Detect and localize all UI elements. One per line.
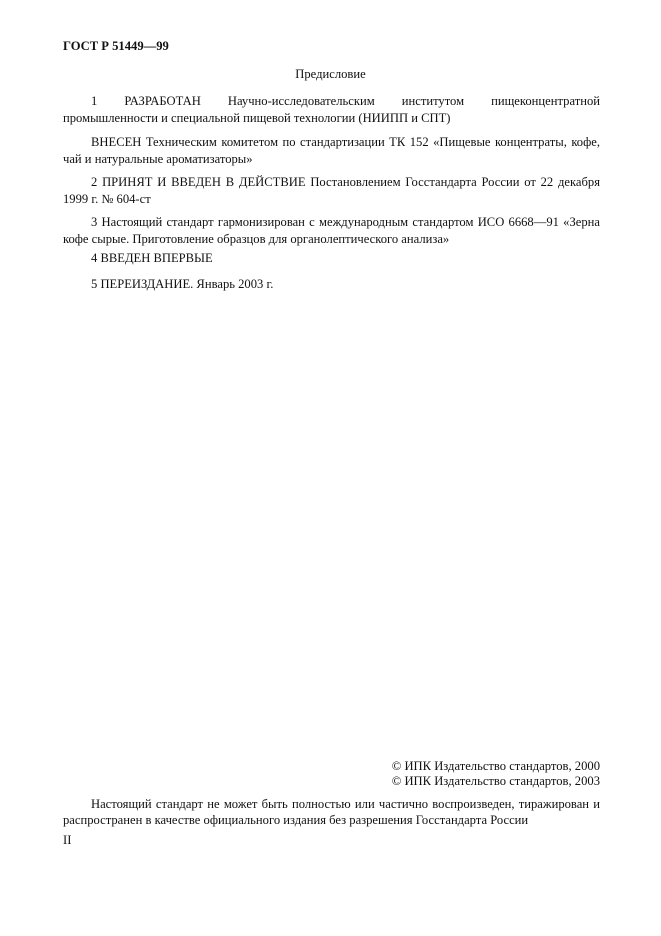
paragraph-first-introduced: [63, 250, 600, 267]
page-number: II: [63, 833, 72, 847]
section-title: Предисловие: [295, 67, 366, 81]
paragraph-adopted: [63, 174, 600, 208]
paragraph-harmonized: [63, 214, 600, 248]
paragraph-text: Техническим комитетом по стандартизации ТК 152 «Пищевые концентраты, кофе, чай и натуральные ароматизаторы»: [63, 135, 600, 166]
copyright-block: [392, 759, 600, 788]
paragraph-lead: 1 РАЗРАБОТАН: [91, 94, 201, 108]
paragraph-text: Настоящий стандарт гармонизирован с международным стандартом ИСО 6668—91 «Зерна кофе сырые. Приготовление образцов для органолептического анализа»: [63, 215, 600, 246]
copyright-line: © ИПК Издательство стандартов, 2003: [391, 773, 600, 788]
paragraph-lead: 4 ВВЕДЕН ВПЕРВЫЕ: [91, 251, 213, 265]
paragraph-lead: ВНЕСЕН: [91, 135, 142, 149]
copyright-line: © ИПК Издательство стандартов, 2000: [391, 759, 600, 773]
reproduction-notice: [63, 796, 600, 828]
paragraph-lead: 2 ПРИНЯТ И ВВЕДЕН В ДЕЙСТВИЕ: [91, 175, 306, 189]
paragraph-reissue: [63, 276, 600, 293]
paragraph-lead: 3: [91, 215, 98, 229]
paragraph-introduced-by: [63, 134, 600, 168]
paragraph-text: Постановлением Госстандарта России от 22 декабря 1999 г. № 604-ст: [63, 175, 600, 206]
paragraph-text: Январь 2003 г.: [193, 277, 274, 291]
paragraph-text: Научно-исследовательским институтом пищеконцентратной промышленности и специальной пищевой технологии (НИИПП и СПТ): [63, 94, 600, 125]
paragraph-lead: 5 ПЕРЕИЗДАНИЕ.: [91, 277, 194, 291]
notice-text: Настоящий стандарт не может быть полностью или частично воспроизведен, тиражирован и распространен в качестве официального издания без разрешения Госстандарта России: [63, 797, 600, 827]
paragraph-developed-by: [63, 93, 600, 127]
document-code: ГОСТ Р 51449—99: [63, 39, 169, 53]
